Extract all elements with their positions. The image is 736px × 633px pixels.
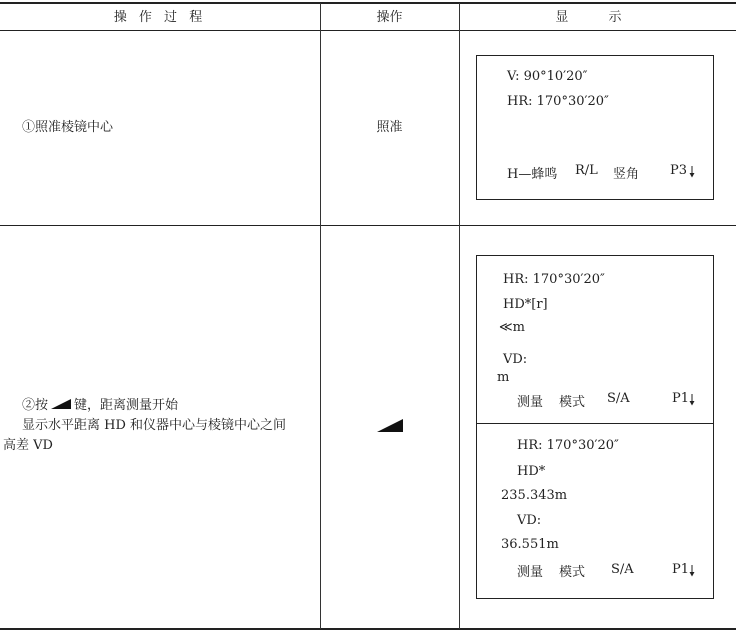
measure-key-icon bbox=[50, 398, 72, 410]
row2b-vd-value: 36.551m bbox=[501, 537, 559, 552]
row2a-horizontal-angle: HR: 170°30′20″ bbox=[503, 272, 605, 287]
row2a-vd-label: VD: bbox=[503, 352, 528, 367]
row2a-horizontal-distance: HD*[r] bbox=[503, 297, 548, 312]
row1-softkey-3: 竖角 bbox=[613, 167, 640, 182]
row2-process-line3: 高差 VD bbox=[3, 438, 53, 453]
page-down-arrow-icon bbox=[689, 394, 695, 406]
page-down-arrow-icon bbox=[689, 166, 695, 178]
row2a-softkey-3: S/A bbox=[607, 391, 630, 406]
row2b-page-indicator: P1 bbox=[672, 562, 690, 577]
header-rule bbox=[0, 30, 736, 31]
row1-page-indicator: P3 bbox=[670, 163, 688, 178]
row-divider bbox=[0, 225, 736, 226]
column-divider-2 bbox=[459, 3, 460, 629]
table-top-rule bbox=[0, 2, 736, 4]
header-operation: 操作 bbox=[376, 10, 403, 25]
row1-display-screen bbox=[476, 55, 714, 200]
row1-operation: 照准 bbox=[376, 120, 403, 135]
row2b-softkey-3: S/A bbox=[611, 562, 634, 577]
table-bottom-rule bbox=[0, 628, 736, 630]
row2b-softkey-1: 测量 bbox=[517, 565, 544, 580]
row2b-hd-value: 235.343m bbox=[501, 488, 568, 503]
row2-process-line1 bbox=[22, 396, 178, 416]
row1-vertical-angle: V: 90°10′20″ bbox=[507, 69, 588, 84]
row1-softkey-2: R/L bbox=[575, 163, 598, 178]
row2a-softkey-2: 模式 bbox=[559, 395, 586, 410]
header-display: 显 示 bbox=[555, 10, 640, 25]
page-down-arrow-icon bbox=[689, 565, 695, 577]
row2a-softkey-1: 测量 bbox=[517, 395, 544, 410]
row1-softkey-1: H—蜂鸣 bbox=[507, 167, 558, 182]
row2b-horizontal-distance: HD* bbox=[517, 464, 546, 479]
row1-process: ①照准棱镜中心 bbox=[22, 120, 114, 135]
row2b-horizontal-angle: HR: 170°30′20″ bbox=[517, 438, 619, 453]
row2b-softkey-2: 模式 bbox=[559, 565, 586, 580]
column-divider-1 bbox=[320, 3, 321, 629]
measure-key-icon bbox=[376, 417, 404, 433]
row2-process-prefix: ②按 bbox=[22, 398, 49, 413]
row2a-page-indicator: P1 bbox=[672, 391, 690, 406]
screen-divider bbox=[477, 423, 713, 424]
row2a-vd-unit: m bbox=[497, 370, 510, 385]
row1-horizontal-angle: HR: 170°30′20″ bbox=[507, 94, 609, 109]
header-process: 操 作 过 程 bbox=[113, 10, 207, 25]
row2-process-line2: 显示水平距离 HD 和仪器中心与棱镜中心之间 bbox=[22, 418, 287, 433]
row2a-hd-unit: ≪m bbox=[499, 320, 525, 335]
row2-display-screen bbox=[476, 255, 714, 599]
row2-process-suffix: 键，距离测量开始 bbox=[74, 398, 179, 413]
row2b-vd-label: VD: bbox=[517, 513, 542, 528]
